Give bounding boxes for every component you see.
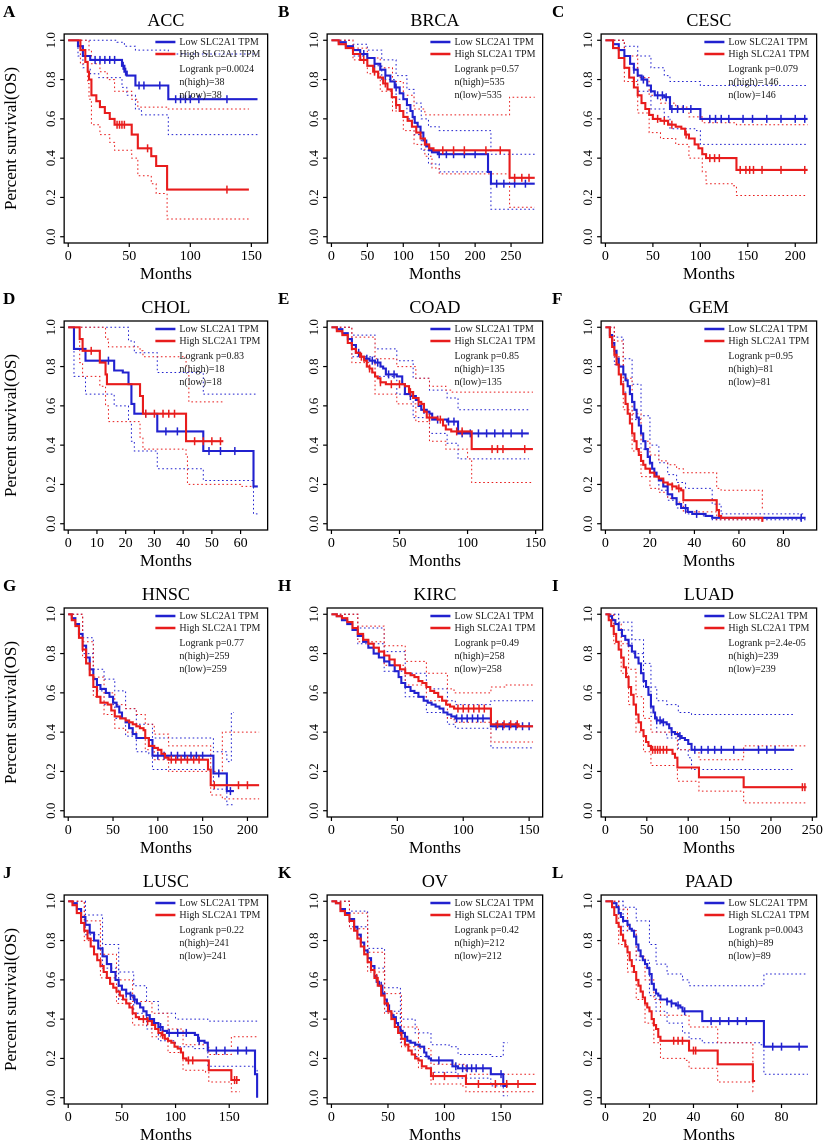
x-tick-label: 100: [392, 249, 414, 264]
km-plot: [275, 861, 550, 1148]
y-tick-label: 0.8: [305, 645, 321, 662]
chart-title: COAD: [408, 297, 461, 317]
stat-label: n(high)=146: [728, 77, 779, 88]
stat-label: n(high)=89: [728, 938, 774, 949]
y-tick-label: 1.0: [305, 319, 321, 336]
x-tick-label: 0: [64, 823, 72, 838]
legend-label: Low SLC2A1 TPM: [728, 37, 809, 48]
y-tick-label: 0.4: [580, 724, 596, 741]
stat-label: n(low)=81: [728, 377, 772, 388]
y-tick-label: 0.0: [43, 515, 59, 532]
km-panel: [0, 574, 275, 861]
stat-label: n(low)=241: [179, 951, 227, 962]
y-tick-label: 1.0: [43, 319, 59, 336]
legend-label: High SLC2A1 TPM: [728, 623, 810, 634]
x-tick-label: 100: [452, 823, 474, 838]
y-tick-label: 0.6: [305, 110, 321, 127]
y-tick-label: 0.2: [305, 189, 321, 206]
legend-label: Low SLC2A1 TPM: [179, 324, 259, 335]
km-panel: [0, 0, 275, 287]
stat-label: n(low)=212: [454, 951, 502, 962]
x-tick-label: 0: [327, 536, 335, 551]
stat-label: n(low)=259: [179, 664, 227, 675]
y-tick-label: 1.0: [305, 893, 321, 910]
stat-label: n(high)=258: [454, 651, 505, 662]
y-tick-label: 0.8: [305, 358, 321, 375]
km-plot: [549, 0, 824, 287]
y-tick-label: 0.2: [305, 476, 321, 493]
y-tick-label: 0.8: [580, 645, 596, 662]
legend-label: High SLC2A1 TPM: [454, 336, 536, 347]
km-plot: [275, 287, 550, 574]
legend-label: Low SLC2A1 TPM: [179, 37, 259, 48]
y-tick-label: 0.8: [580, 932, 596, 949]
stat-label: Logrank p=0.079: [728, 64, 799, 75]
legend-label: High SLC2A1 TPM: [728, 910, 810, 921]
stat-label: n(high)=239: [728, 651, 779, 662]
y-axis-label: Percent survival(OS): [1, 66, 21, 211]
x-tick-label: 40: [176, 536, 191, 551]
y-tick-label: 0.0: [43, 802, 59, 819]
stat-label: Logrank p=0.95: [728, 351, 794, 362]
legend-label: Low SLC2A1 TPM: [179, 611, 259, 622]
legend-label: High SLC2A1 TPM: [179, 336, 261, 347]
y-tick-label: 0.4: [43, 1011, 59, 1028]
legend-label: High SLC2A1 TPM: [454, 49, 536, 60]
panel-letter: C: [552, 2, 565, 21]
x-tick-label: 150: [719, 823, 741, 838]
y-tick-label: 0.8: [43, 932, 59, 949]
panel-letter: L: [552, 863, 564, 882]
km-plot: [275, 574, 550, 861]
high-ci-upper-curve: [606, 614, 807, 759]
low-survival-curve: [606, 614, 795, 750]
x-tick-label: 0: [64, 1110, 72, 1125]
x-tick-label: 150: [518, 823, 540, 838]
x-tick-label: 50: [646, 249, 661, 264]
km-plot: [0, 861, 275, 1148]
stat-label: Logrank p=0.83: [179, 351, 245, 362]
km-panel: [275, 0, 550, 287]
x-tick-label: 0: [602, 823, 610, 838]
x-tick-label: 150: [490, 1110, 512, 1125]
x-tick-label: 80: [776, 536, 791, 551]
y-tick-label: 0.2: [305, 1050, 321, 1067]
x-tick-label: 50: [389, 823, 404, 838]
stat-label: n(high)=18: [179, 364, 225, 375]
x-tick-label: 50: [106, 823, 121, 838]
stat-label: Logrank p=0.22: [179, 925, 245, 936]
y-tick-label: 0.2: [580, 189, 596, 206]
x-tick-label: 50: [122, 249, 137, 264]
km-panel: [549, 861, 824, 1148]
y-tick-label: 0.4: [305, 1011, 321, 1028]
km-plot: [0, 574, 275, 861]
km-panel: [549, 287, 824, 574]
panel-letter: B: [277, 2, 290, 21]
chart-title: LUAD: [684, 584, 735, 604]
y-axis-label: Percent survival(OS): [1, 640, 21, 785]
x-tick-label: 100: [456, 536, 478, 551]
stat-label: Logrank p=0.77: [179, 638, 245, 649]
x-tick-label: 50: [114, 1110, 129, 1125]
y-tick-label: 0.0: [580, 802, 596, 819]
y-tick-label: 0.0: [305, 515, 321, 532]
y-tick-label: 0.4: [305, 150, 321, 167]
stat-label: n(low)=89: [728, 951, 772, 962]
stat-label: n(high)=38: [179, 77, 225, 88]
y-tick-label: 1.0: [580, 893, 596, 910]
legend-label: High SLC2A1 TPM: [179, 910, 261, 921]
x-tick-label: 0: [602, 1110, 610, 1125]
x-tick-label: 20: [118, 536, 133, 551]
x-tick-label: 150: [240, 249, 262, 264]
x-tick-label: 200: [785, 249, 807, 264]
y-tick-label: 0.2: [43, 476, 59, 493]
panel-letter: K: [277, 863, 291, 882]
y-tick-label: 0.8: [305, 932, 321, 949]
x-tick-label: 80: [774, 1110, 789, 1125]
legend-label: Low SLC2A1 TPM: [454, 37, 534, 48]
chart-title: PAAD: [685, 871, 733, 891]
y-tick-label: 0.2: [43, 189, 59, 206]
y-tick-label: 1.0: [305, 32, 321, 49]
x-axis-label: Months: [139, 1125, 192, 1144]
y-tick-label: 0.6: [305, 971, 321, 988]
legend-label: Low SLC2A1 TPM: [454, 611, 534, 622]
chart-title: GEM: [689, 297, 730, 317]
y-tick-label: 0.0: [305, 1089, 321, 1106]
stat-label: Logrank p=0.49: [454, 638, 519, 649]
y-tick-label: 0.2: [580, 476, 596, 493]
panel-letter: I: [552, 576, 559, 595]
x-tick-label: 100: [147, 823, 169, 838]
x-axis-label: Months: [683, 1125, 736, 1144]
x-tick-label: 100: [690, 249, 712, 264]
y-tick-label: 0.4: [305, 437, 321, 454]
chart-title: OV: [421, 871, 448, 891]
y-tick-label: 0.0: [580, 515, 596, 532]
legend-label: High SLC2A1 TPM: [454, 623, 536, 634]
x-tick-label: 0: [64, 249, 72, 264]
stat-label: n(high)=135: [454, 364, 505, 375]
y-tick-label: 1.0: [580, 606, 596, 623]
y-tick-label: 1.0: [43, 893, 59, 910]
legend-label: Low SLC2A1 TPM: [179, 898, 259, 909]
x-axis-label: Months: [139, 264, 192, 283]
km-panel: [275, 574, 550, 861]
stat-label: Logrank p=0.0043: [728, 925, 804, 936]
y-tick-label: 0.8: [43, 645, 59, 662]
y-tick-label: 0.0: [43, 1089, 59, 1106]
y-tick-label: 0.8: [580, 71, 596, 88]
stat-label: n(low)=239: [728, 664, 777, 675]
y-tick-label: 0.6: [305, 397, 321, 414]
stat-label: n(high)=81: [728, 364, 774, 375]
x-tick-label: 150: [524, 536, 546, 551]
y-tick-label: 0.6: [580, 397, 596, 414]
x-tick-label: 60: [732, 536, 747, 551]
x-tick-label: 100: [179, 249, 201, 264]
x-tick-label: 250: [802, 823, 824, 838]
y-tick-label: 1.0: [580, 32, 596, 49]
y-tick-label: 1.0: [305, 606, 321, 623]
legend-label: Low SLC2A1 TPM: [454, 898, 534, 909]
legend-label: High SLC2A1 TPM: [728, 336, 810, 347]
km-plot: [549, 574, 824, 861]
km-panel: [275, 287, 550, 574]
x-axis-label: Months: [408, 838, 461, 857]
y-tick-label: 0.4: [43, 724, 59, 741]
legend-label: Low SLC2A1 TPM: [728, 611, 809, 622]
y-tick-label: 0.0: [305, 802, 321, 819]
chart-title: HNSC: [141, 584, 190, 604]
y-tick-label: 0.6: [43, 971, 59, 988]
legend-label: Low SLC2A1 TPM: [728, 324, 809, 335]
chart-title: ACC: [147, 10, 185, 30]
stat-label: n(high)=535: [454, 77, 505, 88]
km-panel: [0, 861, 275, 1148]
stat-label: n(low)=146: [728, 90, 777, 101]
y-axis-label: Percent survival(OS): [1, 353, 21, 498]
x-tick-label: 60: [233, 536, 248, 551]
x-tick-label: 0: [327, 823, 335, 838]
x-axis-label: Months: [139, 551, 192, 570]
y-tick-label: 0.6: [43, 110, 59, 127]
km-panel: [549, 574, 824, 861]
x-tick-label: 100: [678, 823, 700, 838]
panel-letter: E: [277, 289, 290, 308]
x-tick-label: 0: [327, 1110, 335, 1125]
y-tick-label: 0.4: [305, 724, 321, 741]
y-tick-label: 0.6: [43, 397, 59, 414]
y-tick-label: 0.8: [305, 71, 321, 88]
y-tick-label: 0.0: [580, 228, 596, 245]
x-axis-label: Months: [683, 264, 736, 283]
y-tick-label: 0.8: [43, 358, 59, 375]
x-tick-label: 10: [89, 536, 104, 551]
y-tick-label: 0.6: [43, 684, 59, 701]
x-axis-label: Months: [408, 551, 461, 570]
y-tick-label: 0.2: [43, 1050, 59, 1067]
x-tick-label: 50: [640, 823, 655, 838]
chart-title: CHOL: [141, 297, 191, 317]
x-axis-label: Months: [683, 551, 736, 570]
x-axis-label: Months: [683, 838, 736, 857]
legend-label: High SLC2A1 TPM: [454, 910, 536, 921]
y-tick-label: 0.2: [305, 763, 321, 780]
y-tick-label: 0.4: [580, 437, 596, 454]
x-tick-label: 50: [204, 536, 219, 551]
legend-label: Low SLC2A1 TPM: [728, 898, 809, 909]
y-tick-label: 1.0: [580, 319, 596, 336]
y-tick-label: 0.4: [580, 150, 596, 167]
legend-label: High SLC2A1 TPM: [179, 623, 261, 634]
x-tick-label: 50: [380, 1110, 395, 1125]
x-tick-label: 50: [360, 249, 375, 264]
low-survival-curve: [331, 40, 534, 183]
x-tick-label: 40: [687, 536, 702, 551]
x-tick-label: 30: [147, 536, 162, 551]
y-tick-label: 0.0: [43, 228, 59, 245]
y-tick-label: 0.8: [43, 71, 59, 88]
x-tick-label: 150: [192, 823, 214, 838]
legend-label: High SLC2A1 TPM: [728, 49, 810, 60]
stat-label: n(low)=535: [454, 90, 502, 101]
stat-label: n(low)=18: [179, 377, 222, 388]
panel-letter: D: [3, 289, 16, 308]
chart-title: BRCA: [409, 10, 460, 30]
km-plot: [0, 287, 275, 574]
y-tick-label: 0.2: [580, 1050, 596, 1067]
y-tick-label: 0.6: [580, 971, 596, 988]
x-tick-label: 20: [643, 536, 658, 551]
y-tick-label: 0.8: [580, 358, 596, 375]
x-tick-label: 0: [602, 249, 610, 264]
y-tick-label: 0.4: [43, 437, 59, 454]
x-tick-label: 0: [64, 536, 72, 551]
x-axis-label: Months: [139, 838, 192, 857]
stat-label: n(high)=241: [179, 938, 230, 949]
low-ci-lower-curve: [331, 327, 528, 459]
legend-label: Low SLC2A1 TPM: [454, 324, 534, 335]
chart-title: KIRC: [412, 584, 457, 604]
chart-title: LUSC: [142, 871, 189, 891]
stat-label: n(low)=38: [179, 90, 222, 101]
km-panel: [0, 287, 275, 574]
legend-label: High SLC2A1 TPM: [179, 49, 261, 60]
y-tick-label: 0.6: [305, 684, 321, 701]
km-panel: [275, 861, 550, 1148]
y-tick-label: 0.0: [580, 1089, 596, 1106]
km-panel: [549, 0, 824, 287]
y-tick-label: 0.4: [580, 1011, 596, 1028]
stat-label: n(low)=135: [454, 377, 502, 388]
y-tick-label: 0.2: [580, 763, 596, 780]
x-tick-label: 250: [500, 249, 522, 264]
x-axis-label: Months: [408, 264, 461, 283]
stat-label: Logrank p=0.42: [454, 925, 519, 936]
x-tick-label: 100: [165, 1110, 187, 1125]
y-tick-label: 0.6: [580, 684, 596, 701]
x-tick-label: 150: [737, 249, 759, 264]
stat-label: Logrank p=0.85: [454, 351, 519, 362]
y-tick-label: 0.2: [43, 763, 59, 780]
y-tick-label: 0.0: [305, 228, 321, 245]
x-tick-label: 200: [464, 249, 486, 264]
x-tick-label: 20: [642, 1110, 657, 1125]
x-tick-label: 60: [730, 1110, 745, 1125]
y-tick-label: 1.0: [43, 32, 59, 49]
stat-label: Logrank p=2.4e-05: [728, 638, 807, 649]
x-tick-label: 0: [327, 249, 335, 264]
x-tick-label: 150: [218, 1110, 240, 1125]
chart-title: CESC: [686, 10, 732, 30]
y-tick-label: 0.4: [43, 150, 59, 167]
panel-letter: J: [3, 863, 12, 882]
stat-label: Logrank p=0.0024: [179, 64, 255, 75]
y-tick-label: 1.0: [43, 606, 59, 623]
x-tick-label: 150: [428, 249, 450, 264]
y-axis-label: Percent survival(OS): [1, 927, 21, 1072]
panel-letter: H: [277, 576, 291, 595]
y-tick-label: 0.6: [580, 110, 596, 127]
stat-label: n(low)=258: [454, 664, 502, 675]
x-tick-label: 200: [236, 823, 258, 838]
panel-letter: G: [3, 576, 17, 595]
high-survival-curve: [331, 40, 534, 178]
stat-label: Logrank p=0.57: [454, 64, 519, 75]
x-axis-label: Months: [408, 1125, 461, 1144]
km-plot: [549, 287, 824, 574]
stat-label: n(high)=259: [179, 651, 230, 662]
x-tick-label: 40: [686, 1110, 701, 1125]
stat-label: n(high)=212: [454, 938, 505, 949]
km-plot: [275, 0, 550, 287]
panel-letter: F: [552, 289, 563, 308]
km-plot: [0, 0, 275, 287]
x-tick-label: 100: [433, 1110, 455, 1125]
km-plot: [549, 861, 824, 1148]
x-tick-label: 200: [760, 823, 782, 838]
x-tick-label: 0: [602, 536, 610, 551]
x-tick-label: 50: [392, 536, 407, 551]
panel-letter: A: [3, 2, 16, 21]
